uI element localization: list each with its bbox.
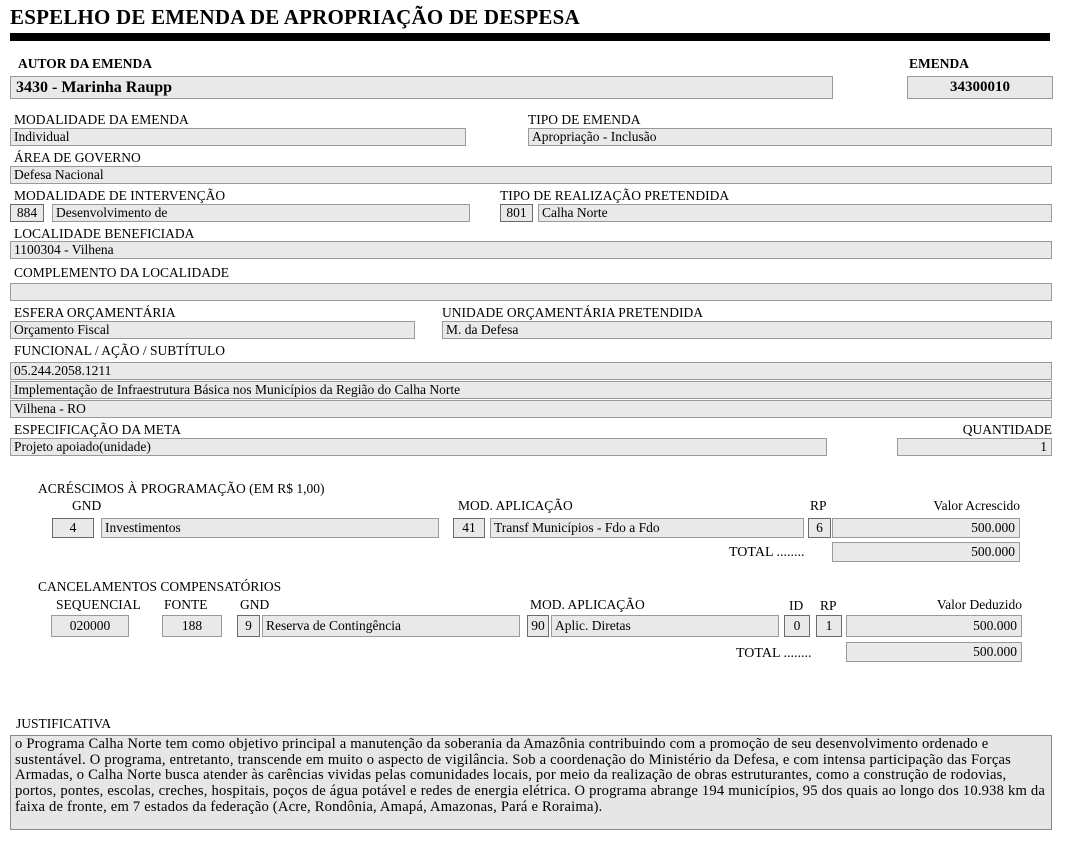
autor-da-emenda-field: 3430 - Marinha Raupp (10, 76, 833, 99)
subtitulo-field: Vilhena - RO (10, 400, 1052, 418)
cancelamentos-sequencial-field: 020000 (51, 615, 129, 637)
acrescimos-rp-header: RP (810, 498, 827, 513)
cancelamentos-sequencial-header: SEQUENCIAL (56, 597, 141, 612)
acrescimos-gnd-code-field: 4 (52, 518, 94, 538)
acrescimos-gnd-desc-field: Investimentos (101, 518, 439, 538)
modalidade-de-intervencao-label: MODALIDADE DE INTERVENÇÃO (14, 188, 226, 203)
tipo-de-realizacao-label: TIPO DE REALIZAÇÃO PRETENDIDA (500, 188, 730, 203)
acrescimos-mod-desc-field: Transf Municípios - Fdo a Fdo (490, 518, 804, 538)
acrescimos-total-field: 500.000 (832, 542, 1020, 562)
funcional-field: 05.244.2058.1211 (10, 362, 1052, 380)
cancelamentos-mod-desc-field: Aplic. Diretas (551, 615, 779, 637)
justificativa-label: JUSTIFICATIVA (16, 716, 112, 731)
justificativa-text: o Programa Calha Norte tem como objetivo principal a manutenção da soberania da Amazônia contribuindo com a promoção de seu desenvolvimento ordenado e sustentável. O programa, entretanto, transcende em muito o aspecto de vigilância. Sob a coordenação do Ministério da Defesa, e com intensa participação das Forças Armadas, o Calha Norte busca atender às carências vividas pelas comunidades locais, por meio da realização de obras estruturantes, como a construção de rodovias, portos, pontes, escolas, creches, hospitais, poços de água potável e redes de energia elétrica. O programa abrange 194 municípios, 95 dos quais ao longo dos 10.938 km da faixa de fronte, em 7 estados da federação (Acre, Rondônia, Amapá, Amazonas, Pará e Roraima). (10, 735, 1052, 830)
esfera-orcamentaria-field: Orçamento Fiscal (10, 321, 415, 339)
acrescimos-valor-field: 500.000 (832, 518, 1020, 538)
acao-field: Implementação de Infraestrutura Básica nos Municípios da Região do Calha Norte (10, 381, 1052, 399)
cancelamentos-section-title: CANCELAMENTOS COMPENSATÓRIOS (38, 579, 282, 594)
unidade-orcamentaria-field: M. da Defesa (442, 321, 1052, 339)
tipo-de-realizacao-code-field: 801 (500, 204, 533, 222)
especificacao-da-meta-field: Projeto apoiado(unidade) (10, 438, 827, 456)
cancelamentos-mod-code-field: 90 (527, 615, 549, 637)
emenda-number-field: 34300010 (907, 76, 1053, 99)
cancelamentos-gnd-header: GND (240, 597, 270, 612)
cancelamentos-fonte-header: FONTE (164, 597, 208, 612)
cancelamentos-fonte-field: 188 (162, 615, 222, 637)
cancelamentos-gnd-desc-field: Reserva de Contingência (262, 615, 520, 637)
localidade-beneficiada-label: LOCALIDADE BENEFICIADA (14, 226, 195, 241)
emenda-label: EMENDA (909, 56, 969, 71)
acrescimos-valor-header: Valor Acrescido (933, 498, 1020, 513)
area-de-governo-field: Defesa Nacional (10, 166, 1052, 184)
esfera-orcamentaria-label: ESFERA ORÇAMENTÁRIA (14, 305, 176, 320)
complemento-da-localidade-field (10, 283, 1052, 301)
modalidade-de-intervencao-field: Desenvolvimento de (52, 204, 470, 222)
header-rule (10, 33, 1050, 41)
cancelamentos-rp-field: 1 (816, 615, 842, 637)
cancelamentos-valor-header: Valor Deduzido (936, 597, 1022, 612)
tipo-de-emenda-field: Apropriação - Inclusão (528, 128, 1052, 146)
acrescimos-rp-field: 6 (808, 518, 831, 538)
especificacao-da-meta-label: ESPECIFICAÇÃO DA META (14, 422, 181, 437)
tipo-de-emenda-label: TIPO DE EMENDA (528, 112, 641, 127)
area-de-governo-label: ÁREA DE GOVERNO (14, 150, 141, 165)
cancelamentos-rp-header: RP (820, 598, 837, 613)
page-title: ESPELHO DE EMENDA DE APROPRIAÇÃO DE DESPESA (10, 5, 580, 29)
acrescimos-section-title: ACRÉSCIMOS À PROGRAMAÇÃO (EM R$ 1,00) (38, 481, 325, 496)
unidade-orcamentaria-label: UNIDADE ORÇAMENTÁRIA PRETENDIDA (442, 305, 703, 320)
funcional-acao-subtitulo-label: FUNCIONAL / AÇÃO / SUBTÍTULO (14, 343, 226, 358)
acrescimos-total-label: TOTAL ........ (729, 545, 805, 560)
acrescimos-gnd-header: GND (72, 498, 102, 513)
cancelamentos-valor-field: 500.000 (846, 615, 1022, 637)
cancelamentos-gnd-code-field: 9 (237, 615, 260, 637)
acrescimos-mod-aplicacao-header: MOD. APLICAÇÃO (458, 498, 573, 513)
cancelamentos-total-label: TOTAL ........ (736, 646, 812, 661)
quantidade-label: QUANTIDADE (962, 422, 1052, 437)
complemento-da-localidade-label: COMPLEMENTO DA LOCALIDADE (14, 265, 229, 280)
tipo-de-realizacao-field: Calha Norte (538, 204, 1052, 222)
quantidade-field: 1 (897, 438, 1052, 456)
autor-da-emenda-label: AUTOR DA EMENDA (18, 56, 153, 71)
cancelamentos-mod-aplicacao-header: MOD. APLICAÇÃO (530, 597, 645, 612)
cancelamentos-id-header: ID (789, 598, 804, 613)
cancelamentos-id-field: 0 (784, 615, 810, 637)
modalidade-da-emenda-field: Individual (10, 128, 466, 146)
localidade-beneficiada-field: 1100304 - Vilhena (10, 241, 1052, 259)
cancelamentos-total-field: 500.000 (846, 642, 1022, 662)
acrescimos-mod-code-field: 41 (453, 518, 485, 538)
modalidade-de-intervencao-code-field: 884 (10, 204, 44, 222)
modalidade-da-emenda-label: MODALIDADE DA EMENDA (14, 112, 189, 127)
